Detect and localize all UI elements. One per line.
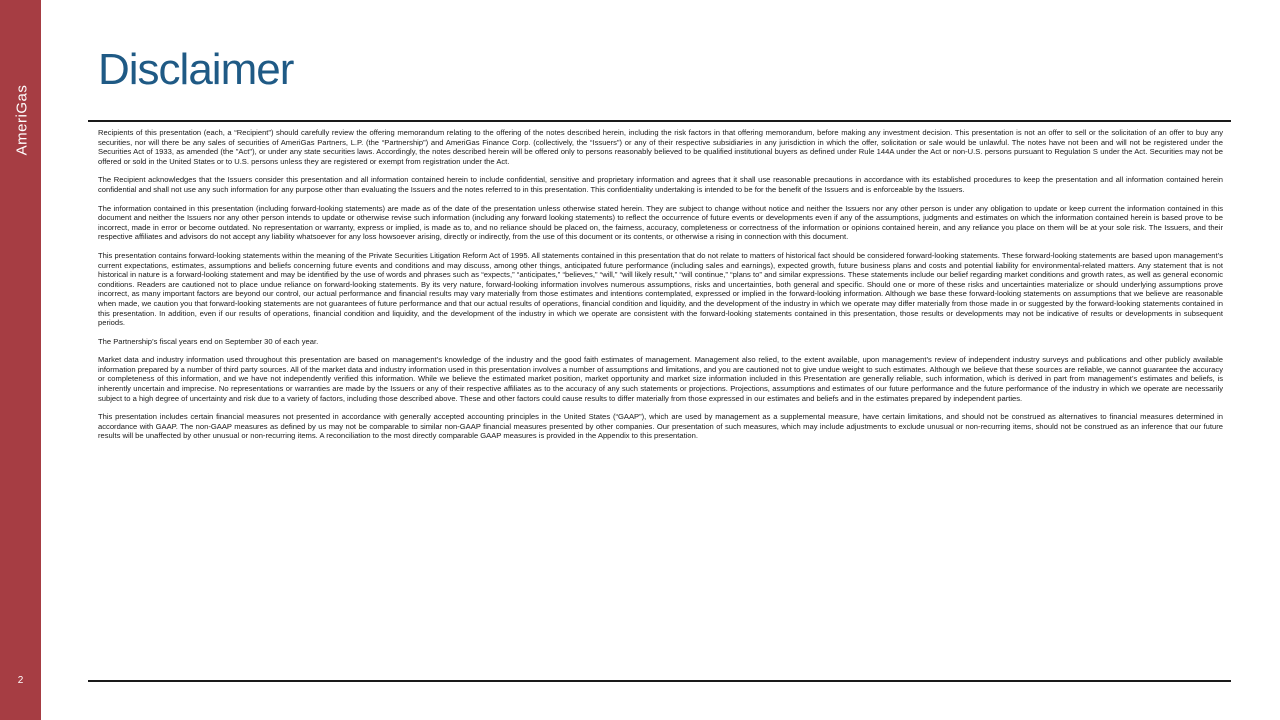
top-divider	[88, 120, 1231, 122]
paragraph-confidentiality: The Recipient acknowledges that the Issuers consider this presentation and all information contained herein to include confidential, sensitive and proprietary information and agrees that it shall use reasonable precautions in accordance with its established procedures to keep the presentation and all information contained herein confidential and shall not use any such information for any purpose other than evaluating the Issuers and the notes referred to in this presentation. This confidentiality undertaking is intended to be for the benefit of the Issuers and is enforceable by the Issuers.	[98, 175, 1223, 194]
disclaimer-body	[98, 128, 1223, 450]
paragraph-non-gaap: This presentation includes certain financial measures not presented in accordance with generally accepted accounting principles in the United States (“GAAP”), which are used by management as a supplemental measure, have certain limitations, and should not be construed as alternatives to financial measures determined in accordance with GAAP. The non-GAAP measures as defined by us may not be comparable to similar non-GAAP financial measures presented by other companies. Our presentation of such measures, which may include adjustments to exclude unusual or non-recurring items, should not be construed as an inference that our future results will be unaffected by other unusual or non-recurring items. A reconciliation to the most directly comparable GAAP measures is provided in the Appendix to this presentation.	[98, 412, 1223, 441]
paragraph-forward-looking: This presentation contains forward-looking statements within the meaning of the Private Securities Litigation Reform Act of 1995. All statements contained in this presentation that do not relate to matters of historical fact should be considered forward-looking statements. These forward-looking statements are based upon management’s current expectations, estimates, assumptions and beliefs concerning future events and conditions and may discuss, among other things, anticipated future performance (including sales and earnings), expected growth, future business plans and costs and potential liability for environmental-related matters. Any statement that is not historical in nature is a forward-looking statement and may be identified by the use of words and phrases such as “expects,” “anticipates,” “believes,” “will,” “will likely result,” “will continue,” “plans to” and similar expressions. These statements include our belief regarding market conditions and growth rates, as well as general economic conditions. Readers are cautioned not to place undue reliance on forward-looking statements. By its very nature, forward-looking information involves numerous assumptions, risks and uncertainties, both general and specific. Should one or more of these risks and uncertainties materialize or should underlying assumptions prove incorrect, as many important factors are beyond our control, our actual performance and financial results may vary materially from those estimates and intentions contemplated, expressed or implied in the forward-looking information. Although we base these forward-looking statements on assumptions that we believe are reasonable when made, we caution you that forward-looking statements are not guarantees of future performance and that our actual results of operations, financial condition and liquidity, and the development of the industry in which we operate may differ materially from those made in or suggested by the forward-looking statements contained in this presentation. In addition, even if our results of operations, financial condition and liquidity, and the development of the industry in which we operate are consistent with the forward-looking statements contained in this presentation, those results or developments may not be indicative of results or developments in subsequent periods.	[98, 250, 1223, 328]
page-title: Disclaimer	[98, 45, 294, 94]
page-number: 2	[17, 675, 24, 686]
paragraph-information-currency: The information contained in this presentation (including forward-looking statements) are made as of the date of the presentation unless otherwise stated herein. They are subject to change without notice and neither the Issuers nor any other person is under any obligation to update or keep current the information contained in this document and neither the Issuers nor any other person intends to update or otherwise revise such information (including any forward looking statements) to reflect the occurrence of future events or developments even if any of the assumptions, judgments and estimates on which the information contained herein is based prove to be incorrect, made in error or become outdated. No representation or warranty, express or implied, is made as to, and no reliance should be placed on, the fairness, accuracy, completeness or correctness of the information or opinions contained herein, and any reliance you place on them will be at your sole risk. The Issuers, and their respective affiliates and advisors do not accept any liability whatsoever for any loss howsoever arising, directly or indirectly, from the use of this document or its contents, or otherwise a rising in connection with this document.	[98, 203, 1223, 242]
brand-sidebar	[0, 0, 41, 720]
paragraph-market-data: Market data and industry information used throughout this presentation are based on management’s knowledge of the industry and the good faith estimates of management. Management also relied, to the extent available, upon management’s review of independent industry surveys and publications and other publicly available information prepared by a number of third party sources. All of the market data and industry information used in this presentation involves a number of assumptions and limitations, and you are cautioned not to give undue weight to such estimates. Although we believe that these sources are reliable, we cannot guarantee the accuracy or completeness of this information, and we have not independently verified this information. While we believe the estimated market position, market opportunity and market size information included in this Presentation are generally reliable, such information, which is derived in part from management’s estimates and beliefs, is inherently uncertain and imprecise. No representations or warranties are made by the Issuers or any of their respective affiliates as to the accuracy of any such statements or projections. Projections, assumptions and estimates of our future performance and the future performance of the industry in which we operate are necessarily subject to a high degree of uncertainty and risk due to a variety of factors, including those described above. These and other factors could cause results to differ materially from those expressed in our estimates and beliefs and in the estimates prepared by independent parties.	[98, 355, 1223, 403]
brand-name: AmeriGas	[13, 84, 31, 156]
paragraph-recipients: Recipients of this presentation (each, a “Recipient”) should carefully review the offering memorandum relating to the offering of the notes described herein, including the risk factors in that offering memorandum, before making any investment decision. This presentation is not an offer to sell or the solicitation of an offer to buy any securities, nor will there be any sales of securities of AmeriGas Partners, L.P. (the “Partnership”) and AmeriGas Finance Corp. (collectively, the “Issuers”) or any of their respective subsidiaries in any jurisdiction in which the offer, solicitation or sale would be unlawful. The notes have not been and will not be registered under the Securities Act of 1933, as amended (the "Act"), or under any state securities laws. Accordingly, the notes described herein will be offered only to persons reasonably believed to be qualified institutional buyers as defined under Rule 144A under the Act or non-U.S. persons pursuant to Regulation S under the Act. Securities may not be offered or sold in the United States or to U.S. persons unless they are registered or exempt from registration under the Act.	[98, 128, 1223, 166]
bottom-divider	[88, 680, 1231, 682]
paragraph-fiscal-year: The Partnership’s fiscal years end on September 30 of each year.	[98, 336, 319, 346]
